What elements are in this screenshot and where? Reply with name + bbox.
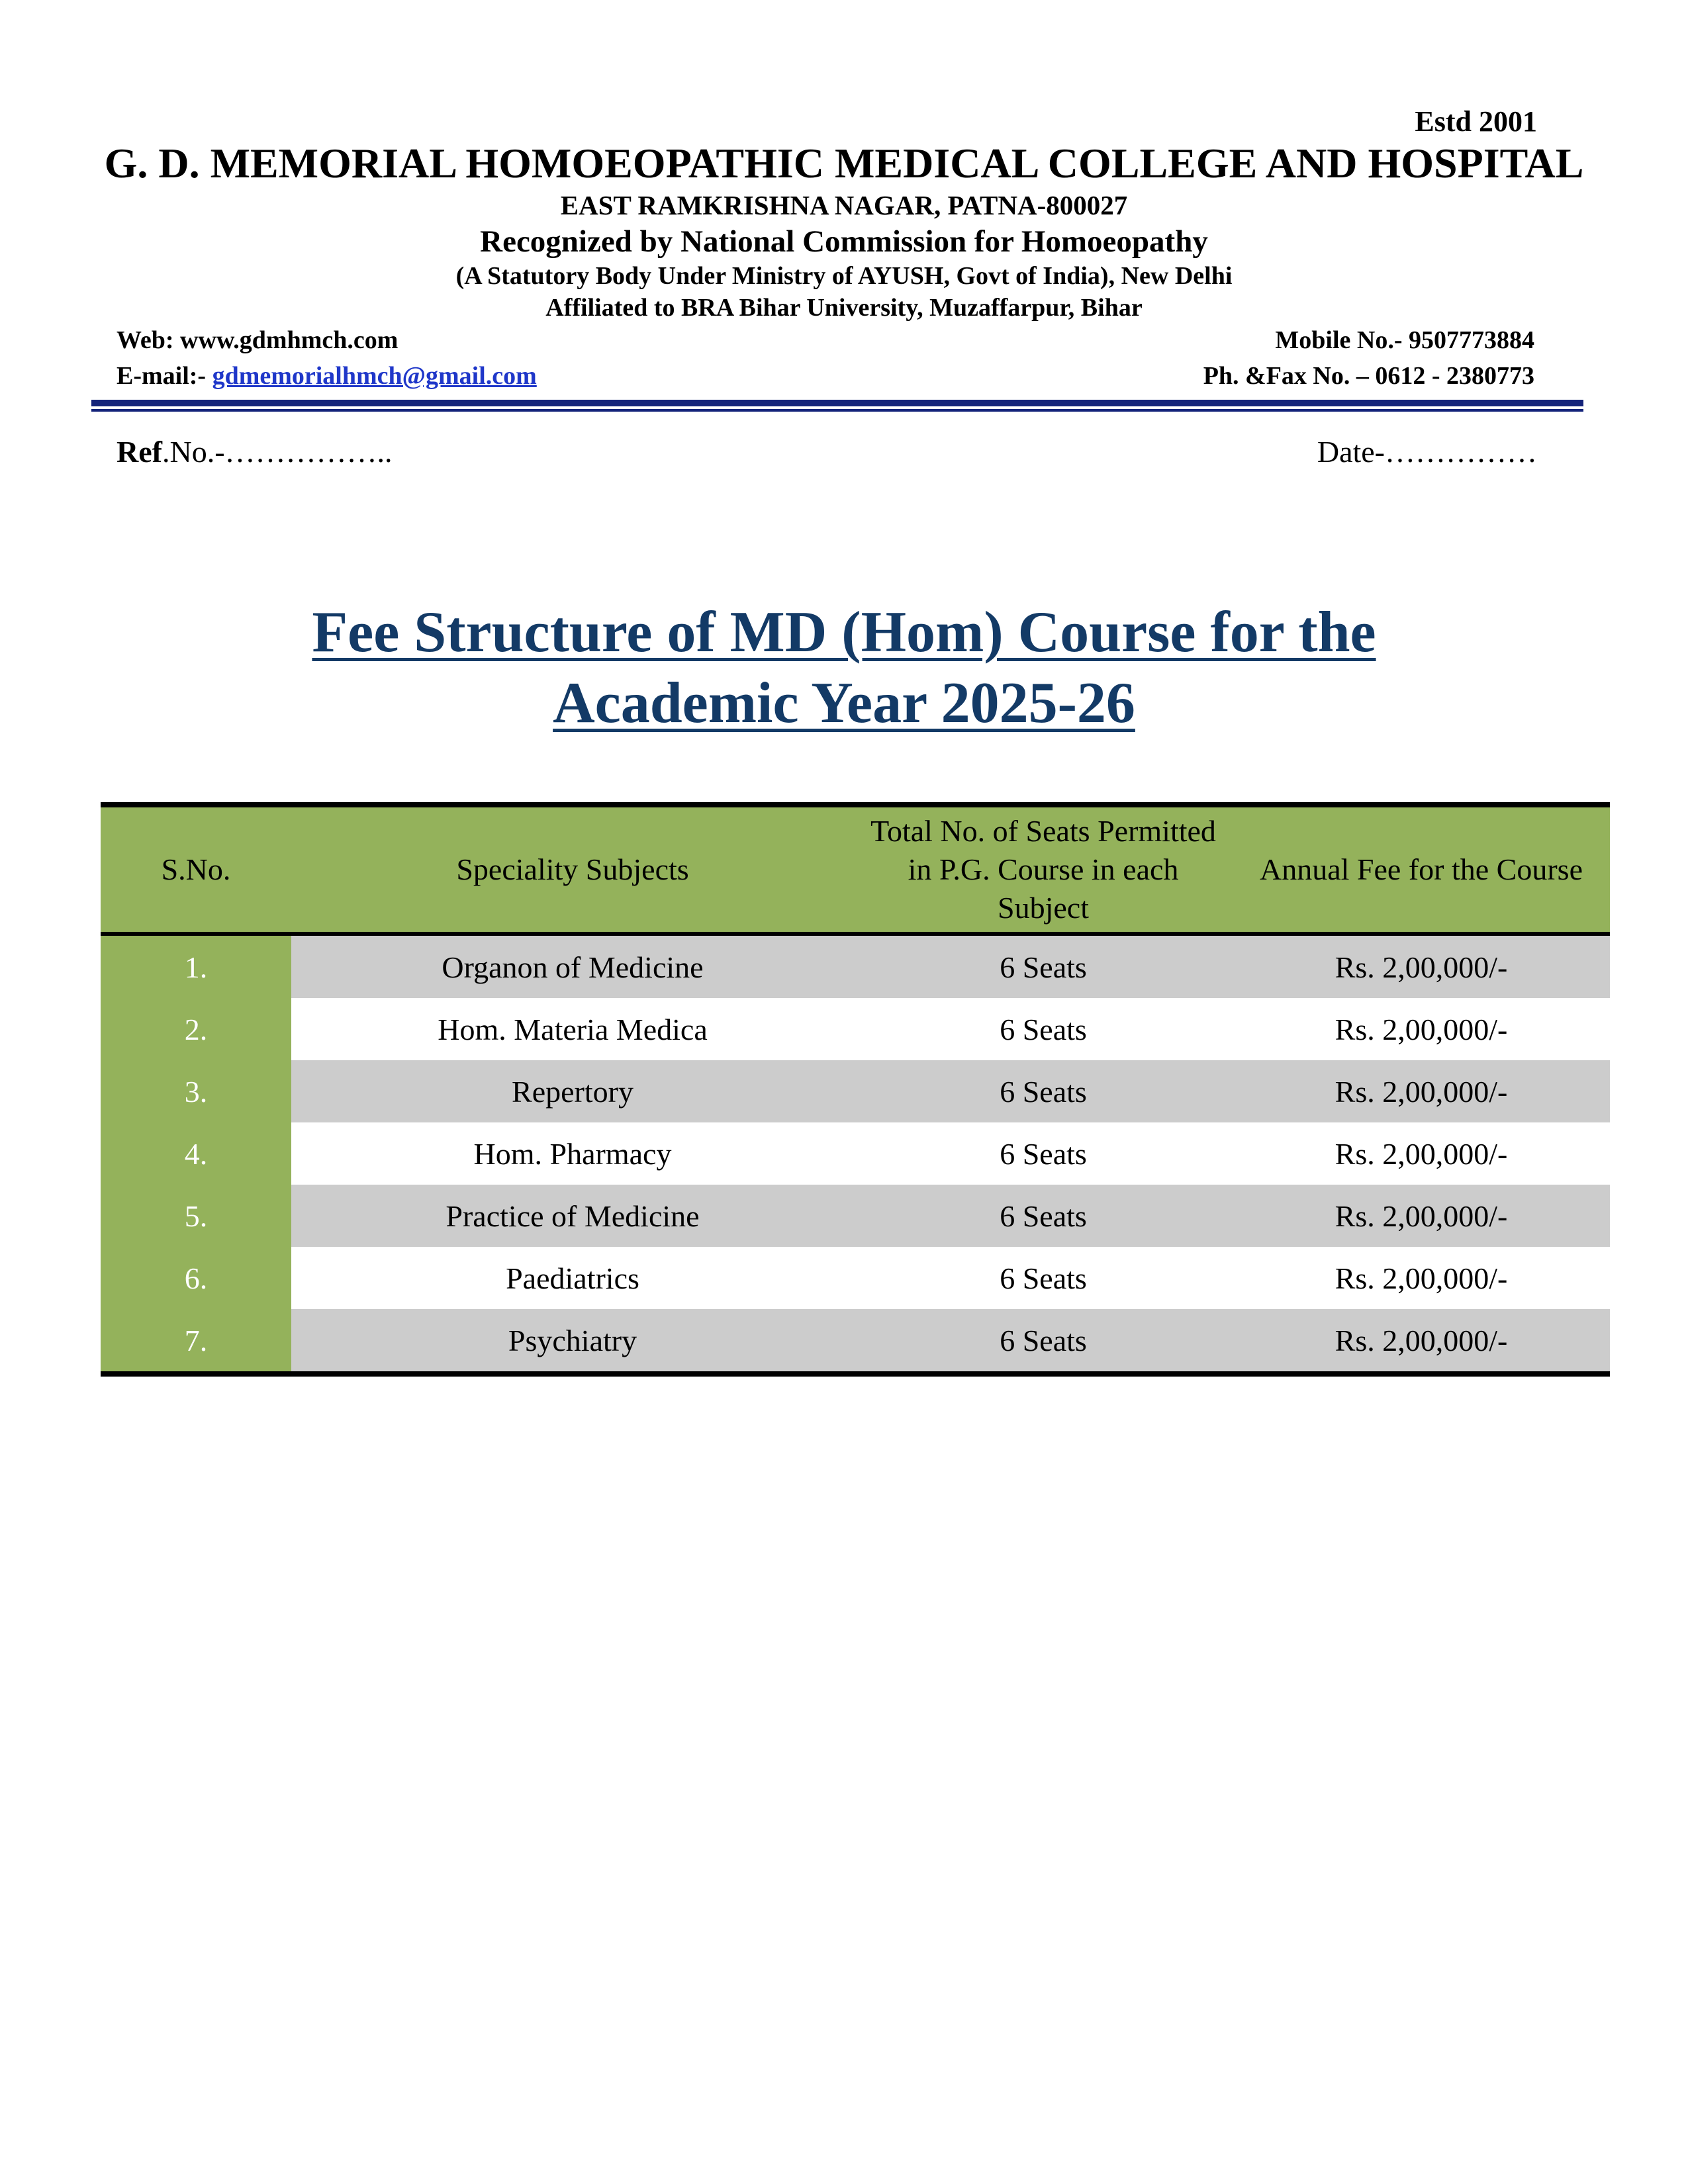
mobile-number: Mobile No.- 9507773884 [1275, 326, 1534, 354]
row-subject: Paediatrics [291, 1247, 854, 1309]
column-header-subject: Speciality Subjects [291, 805, 854, 934]
row-sno: 2. [101, 998, 291, 1060]
table-row [101, 934, 1610, 998]
table-header-row [101, 805, 1610, 934]
row-fee: Rs. 2,00,000/- [1233, 1185, 1610, 1247]
row-fee: Rs. 2,00,000/- [1233, 1247, 1610, 1309]
page-title-line-1: Fee Structure of MD (Hom) Course for the [312, 600, 1376, 664]
table-row [101, 1060, 1610, 1122]
recognition-line: Recognized by National Commission for Homoeopathy [480, 224, 1208, 259]
contact-row-email [117, 361, 1534, 390]
table-row [101, 1247, 1610, 1309]
row-fee: Rs. 2,00,000/- [1233, 998, 1610, 1060]
header-divider-thick [91, 400, 1583, 406]
row-fee: Rs. 2,00,000/- [1233, 1122, 1610, 1185]
row-subject: Hom. Materia Medica [291, 998, 854, 1060]
email-link[interactable]: gdmemorialhmch@gmail.com [212, 362, 537, 390]
ref-label: Ref [117, 435, 162, 469]
affiliation-line: Affiliated to BRA Bihar University, Muzaffarpur, Bihar [545, 294, 1143, 322]
date-field: Date-…………… [1317, 435, 1537, 469]
college-name: G. D. MEMORIAL HOMOEOPATHIC MEDICAL COLLEGE AND HOSPITAL [104, 140, 1584, 187]
row-fee: Rs. 2,00,000/- [1233, 1060, 1610, 1122]
header-divider-thin [91, 409, 1583, 412]
row-sno: 6. [101, 1247, 291, 1309]
email-line [117, 361, 537, 390]
column-header-sno: S.No. [101, 805, 291, 934]
row-seats: 6 Seats [854, 1309, 1233, 1374]
website-text: Web: www.gdmhmch.com [117, 326, 399, 354]
table-row [101, 998, 1610, 1060]
row-seats: 6 Seats [854, 1122, 1233, 1185]
column-header-seats: Total No. of Seats Permitted in P.G. Course in each Subject [854, 805, 1233, 934]
row-seats: 6 Seats [854, 1247, 1233, 1309]
row-sno: 5. [101, 1185, 291, 1247]
row-subject: Practice of Medicine [291, 1185, 854, 1247]
table-row [101, 1309, 1610, 1374]
ref-number-blank: .No.-…………….. [162, 435, 393, 469]
table-row [101, 1185, 1610, 1247]
established-year: Estd 2001 [1415, 105, 1537, 138]
row-subject: Organon of Medicine [291, 934, 854, 998]
row-fee: Rs. 2,00,000/- [1233, 1309, 1610, 1374]
row-seats: 6 Seats [854, 1185, 1233, 1247]
row-sno: 7. [101, 1309, 291, 1374]
table-row [101, 1122, 1610, 1185]
phone-fax-number: Ph. &Fax No. – 0612 - 2380773 [1203, 362, 1534, 390]
row-seats: 6 Seats [854, 1060, 1233, 1122]
fee-structure-table [101, 802, 1610, 1377]
row-seats: 6 Seats [854, 998, 1233, 1060]
column-header-fee: Annual Fee for the Course [1233, 805, 1610, 934]
row-subject: Repertory [291, 1060, 854, 1122]
row-subject: Psychiatry [291, 1309, 854, 1374]
row-fee: Rs. 2,00,000/- [1233, 934, 1610, 998]
reference-number [117, 434, 393, 469]
college-address: EAST RAMKRISHNA NAGAR, PATNA-800027 [560, 190, 1128, 220]
row-subject: Hom. Pharmacy [291, 1122, 854, 1185]
row-seats: 6 Seats [854, 934, 1233, 998]
row-sno: 3. [101, 1060, 291, 1122]
contact-row-web [117, 326, 1534, 355]
email-label: E-mail:- [117, 362, 212, 390]
page-title-line-2: Academic Year 2025-26 [553, 671, 1135, 735]
row-sno: 1. [101, 934, 291, 998]
statutory-body-line: (A Statutory Body Under Ministry of AYUSH, Govt of India), New Delhi [455, 262, 1233, 290]
row-sno: 4. [101, 1122, 291, 1185]
